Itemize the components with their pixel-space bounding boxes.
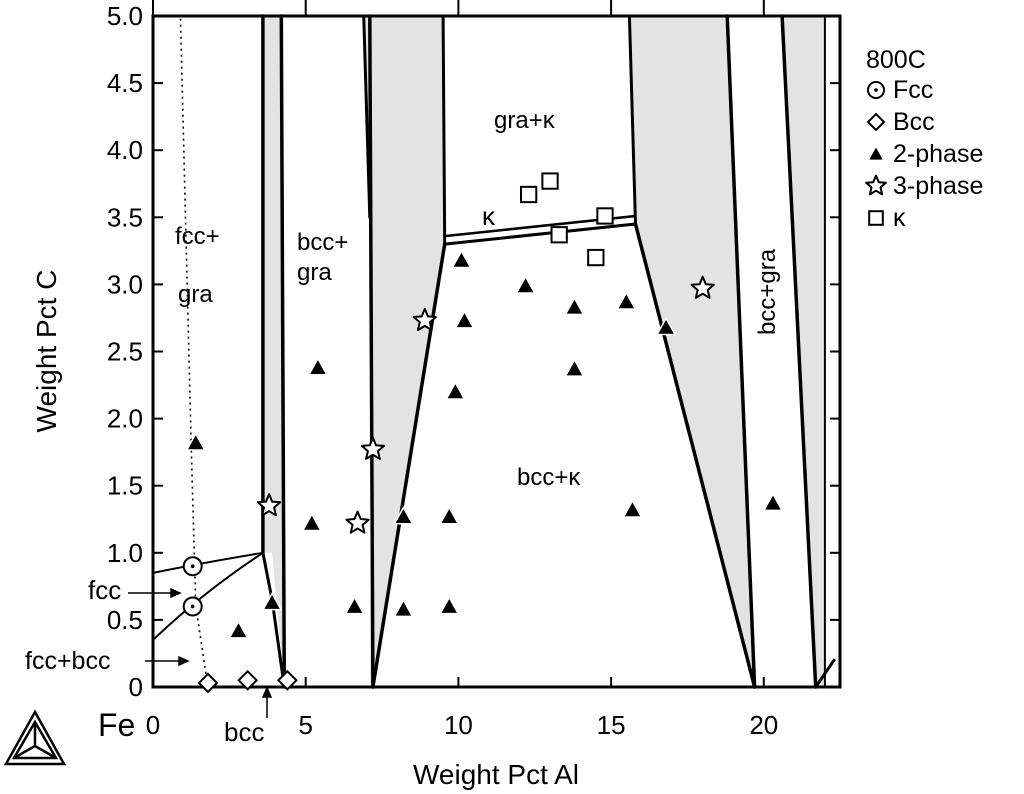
legend-label-triangle: 2-phase	[893, 140, 984, 168]
square-point-3	[552, 227, 567, 242]
label-fcc-gra-2: gra	[178, 281, 213, 308]
triangle-point-12	[446, 383, 464, 399]
label-kappa: κ	[482, 201, 495, 231]
legend-label-diamond: Bcc	[893, 108, 935, 136]
y-tick-label-9: 4.5	[106, 68, 143, 99]
legend-label-circle: Fcc	[893, 76, 934, 104]
legend-marker-circle	[868, 82, 884, 98]
x-tick-label-1: 5	[298, 710, 313, 740]
triangle-point-18	[623, 501, 641, 517]
shaded-region-3	[629, 16, 754, 687]
square-point-4	[588, 250, 603, 265]
triangle-point-10	[440, 508, 458, 524]
square-point-1	[521, 187, 536, 202]
star-point-2	[347, 512, 369, 533]
fe-corner-label: Fe	[98, 707, 136, 743]
diamond-point-1	[199, 674, 217, 692]
triangle-point-16	[565, 360, 583, 376]
legend-marker-star	[866, 176, 886, 195]
legend-label-star: 3-phase	[893, 172, 984, 200]
y-tick-label-10: 5.0	[106, 1, 143, 31]
y-tick-label-7: 3.5	[106, 202, 143, 233]
x-tick-label-4: 20	[749, 710, 779, 740]
y-axis-label: Weight Pct C	[31, 269, 62, 433]
boundary-line-6	[443, 16, 445, 244]
triangle-point-6	[346, 597, 364, 613]
legend-marker-triangle	[868, 146, 884, 160]
legend-marker-diamond	[868, 114, 884, 130]
y-tick-label-1: 0.5	[106, 604, 143, 635]
legend-label-square: κ	[893, 204, 906, 232]
fcc-lower-curve	[153, 553, 263, 640]
square-point-2	[542, 173, 557, 188]
legend-title: 800C	[866, 46, 926, 74]
triangle-point-13	[456, 312, 474, 328]
triangle-point-1	[187, 434, 205, 450]
y-tick-label-5: 2.5	[106, 336, 143, 367]
x-tick-label-2: 10	[443, 710, 473, 740]
y-tick-label-6: 3.0	[106, 269, 143, 300]
label-gra-kappa: gra+κ	[494, 107, 555, 134]
y-tick-label-8: 4.0	[106, 135, 143, 166]
label-bcc-kappa: bcc+κ	[517, 464, 581, 491]
label-fcc-gra-1: fcc+	[175, 223, 220, 250]
triangle-point-5	[303, 514, 321, 530]
y-tick-label-0: 0	[128, 672, 143, 702]
legend	[866, 46, 983, 232]
circle-point-2	[184, 597, 202, 615]
triangle-point-2	[230, 622, 248, 638]
y-tick-label-3: 1.5	[106, 470, 143, 501]
label-bcc-gra-2: gra	[297, 259, 332, 286]
ternary-corner-icon	[6, 712, 64, 764]
square-point-5	[597, 208, 612, 223]
triangle-point-11	[452, 251, 470, 267]
circle-point-1	[184, 557, 202, 575]
y-tick-label-2: 1.0	[106, 537, 143, 568]
label-bcc-gra-right: bcc+gra	[754, 248, 781, 335]
y-tick-label-4: 2.0	[106, 403, 143, 434]
x-tick-label-3: 15	[596, 710, 626, 740]
label-bcc: bcc	[224, 717, 265, 747]
triangle-point-14	[517, 277, 535, 293]
label-bcc-gra-1: bcc+	[297, 229, 349, 256]
triangle-point-20	[764, 494, 782, 510]
triangle-point-17	[617, 293, 635, 309]
x-axis-label: Weight Pct Al	[412, 759, 580, 790]
legend-marker-square	[869, 211, 883, 225]
x-tick-label-0: 0	[145, 710, 161, 740]
shaded-region-2	[364, 16, 445, 687]
triangle-point-15	[565, 298, 583, 314]
label-fcc: fcc	[88, 575, 122, 605]
label-fcc-bcc: fcc+bcc	[25, 647, 111, 675]
dotted-boundary	[181, 19, 209, 687]
triangle-point-4	[309, 359, 327, 375]
triangle-point-9	[440, 597, 458, 613]
triangle-point-7	[394, 600, 412, 616]
